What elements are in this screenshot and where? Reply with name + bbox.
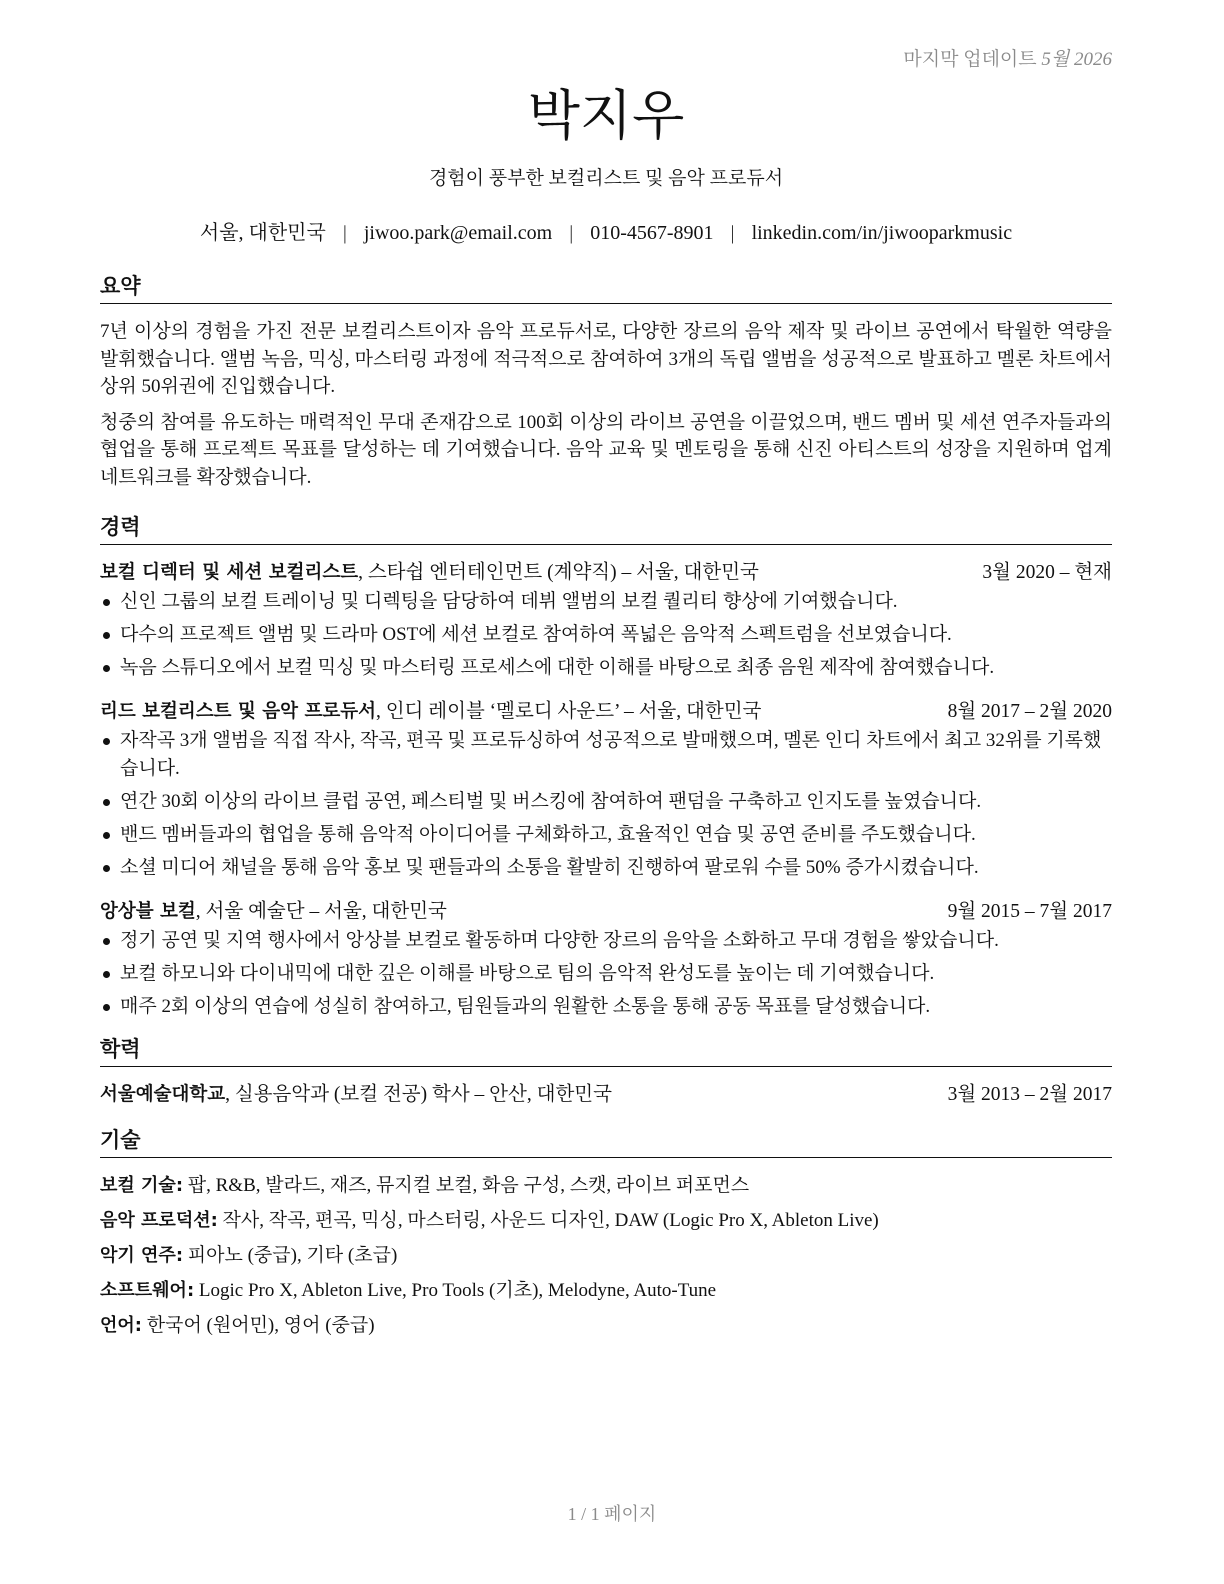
skill-value: Logic Pro X, Ableton Live, Pro Tools (기초), Melodyne, Auto-Tune	[194, 1280, 717, 1301]
phone-number: 010-4567-8901	[590, 222, 714, 244]
skill-line	[100, 1277, 1112, 1304]
skill-value: 팝, R&B, 발라드, 재즈, 뮤지컬 보컬, 화음 구성, 스캣, 라이브 퍼포먼스	[183, 1175, 750, 1196]
linkedin-link[interactable]: linkedin.com/in/jiwooparkmusic	[751, 222, 1013, 244]
experience-heading: 경력	[100, 513, 1112, 545]
list-item: 소셜 미디어 채널을 통해 음악 홍보 및 팬들과의 소통을 활발히 진행하여 팔로워 수를 50% 증가시켰습니다.	[100, 854, 1112, 882]
education-section	[100, 1035, 1112, 1108]
list-item: 보컬 하모니와 다이내믹에 대한 깊은 이해를 바탕으로 팀의 음악적 완성도를 높이는 데 기여했습니다.	[100, 960, 1112, 988]
job-detail: , 인디 레이블 ‘멜로디 사운드’ – 서울, 대한민국	[375, 701, 762, 722]
email-link[interactable]: jiwoo.park@email.com	[363, 222, 553, 244]
location: 서울, 대한민국	[199, 222, 326, 244]
job-dates: 9월 2015 – 7월 2017	[947, 901, 1112, 922]
list-item: 녹음 스튜디오에서 보컬 믹싱 및 마스터링 프로세스에 대한 이해를 바탕으로 최종 음원 제작에 참여했습니다.	[100, 654, 1112, 682]
job-header	[100, 698, 1112, 725]
last-updated-date: 5월 2026	[1041, 49, 1112, 70]
job-dates: 8월 2017 – 2월 2020	[947, 701, 1112, 722]
candidate-name: 박지우	[527, 84, 685, 147]
resume-page	[100, 40, 1112, 1347]
skills-section	[100, 1126, 1112, 1339]
list-item: 매주 2회 이상의 연습에 성실히 참여하고, 팀원들과의 원활한 소통을 통해 공동 목표를 달성했습니다.	[100, 993, 1112, 1021]
skill-label: 음악 프로덕션:	[100, 1210, 218, 1231]
page-number: 1 / 1 페이지	[567, 1504, 657, 1524]
list-item: 밴드 멤버들과의 협업을 통해 음악적 아이디어를 구체화하고, 효율적인 연습 및 공연 준비를 주도했습니다.	[100, 821, 1112, 849]
job-detail: , 스타쉽 엔터테인먼트 (계약직) – 서울, 대한민국	[358, 562, 759, 583]
skill-label: 보컬 기술:	[100, 1175, 184, 1196]
job-title	[100, 559, 759, 586]
summary-section	[100, 272, 1112, 491]
job-dates: 3월 2020 – 현재	[982, 562, 1112, 583]
contact-line	[100, 220, 1112, 246]
list-item: 다수의 프로젝트 앨범 및 드라마 OST에 세션 보컬로 참여하여 폭넓은 음악적 스펙트럼을 선보였습니다.	[100, 621, 1112, 649]
skill-line	[100, 1242, 1112, 1269]
education-heading: 학력	[100, 1035, 1112, 1067]
skill-line	[100, 1207, 1112, 1234]
skill-label: 언어:	[100, 1315, 142, 1336]
skill-line	[100, 1312, 1112, 1339]
experience-section	[100, 513, 1112, 1021]
job-entry	[100, 559, 1112, 682]
contact-separator: |	[342, 222, 347, 244]
job-title	[100, 698, 761, 725]
tagline: 경험이 풍부한 보컬리스트 및 음악 프로듀서	[428, 168, 784, 189]
last-updated-prefix: 마지막 업데이트	[903, 49, 1037, 70]
job-role: 리드 보컬리스트 및 음악 프로듀서	[100, 701, 376, 722]
contact-separator: |	[569, 222, 574, 244]
list-item: 신인 그룹의 보컬 트레이닝 및 디렉팅을 담당하여 데뷔 앨범의 보컬 퀄리티 향상에 기여했습니다.	[100, 588, 1112, 616]
skill-label: 악기 연주:	[100, 1245, 184, 1266]
job-header	[100, 898, 1112, 925]
skill-label: 소프트웨어:	[100, 1280, 195, 1301]
job-role: 앙상블 보컬	[100, 901, 196, 922]
job-bullets	[100, 927, 1112, 1021]
job-header	[100, 559, 1112, 586]
skill-value: 피아노 (중급), 기타 (초급)	[183, 1245, 398, 1266]
job-bullets	[100, 588, 1112, 682]
skills-heading: 기술	[100, 1126, 1112, 1158]
education-dates: 3월 2013 – 2월 2017	[947, 1084, 1112, 1105]
skill-value: 작사, 작곡, 편곡, 믹싱, 마스터링, 사운드 디자인, DAW (Logic Pro X, Ableton Live)	[217, 1210, 879, 1231]
list-item: 정기 공연 및 지역 행사에서 앙상블 보컬로 활동하며 다양한 장르의 음악을 소화하고 무대 경험을 쌓았습니다.	[100, 927, 1112, 955]
skill-value: 한국어 (원어민), 영어 (중급)	[141, 1315, 375, 1336]
summary-paragraph: 청중의 참여를 유도하는 매력적인 무대 존재감으로 100회 이상의 라이브 공연을 이끌었으며, 밴드 멤버 및 세션 연주자들과의 협업을 통해 프로젝트 목표를 달성하는 데 기여했습니다. 음악 교육 및 멘토링을 통해 신진 아티스트의 성장을 지원하며 업계 네트워크를 확장했습니다.	[100, 411, 1112, 488]
job-bullets	[100, 727, 1112, 882]
job-detail: , 서울 예술단 – 서울, 대한민국	[195, 901, 447, 922]
contact-separator: |	[730, 222, 735, 244]
summary-paragraph: 7년 이상의 경험을 가진 전문 보컬리스트이자 음악 프로듀서로, 다양한 장르의 음악 제작 및 라이브 공연에서 탁월한 역량을 발휘했습니다. 앨범 녹음, 믹싱, 마스터링 과정에 적극적으로 참여하여 3개의 독립 앨범을 성공적으로 발표하고 멜론 차트에서 상위 50위권에 진입했습니다.	[100, 321, 1112, 397]
list-item: 자작곡 3개 앨범을 직접 작사, 작곡, 편곡 및 프로듀싱하여 성공적으로 발매했으며, 멜론 인디 차트에서 최고 32위를 기록했습니다.	[100, 727, 1112, 783]
skill-line	[100, 1172, 1112, 1199]
school-name: 서울예술대학교	[100, 1084, 226, 1105]
education-school-line	[100, 1081, 612, 1108]
job-title	[100, 898, 447, 925]
job-role: 보컬 디렉터 및 세션 보컬리스트	[100, 562, 359, 583]
summary-heading: 요약	[100, 272, 1112, 304]
list-item: 연간 30회 이상의 라이브 클럽 공연, 페스티벌 및 버스킹에 참여하여 팬덤을 구축하고 인지도를 높였습니다.	[100, 788, 1112, 816]
education-entry	[100, 1081, 1112, 1108]
job-entry	[100, 898, 1112, 1021]
education-detail: , 실용음악과 (보컬 전공) 학사 – 안산, 대한민국	[225, 1084, 612, 1105]
job-entry	[100, 698, 1112, 882]
